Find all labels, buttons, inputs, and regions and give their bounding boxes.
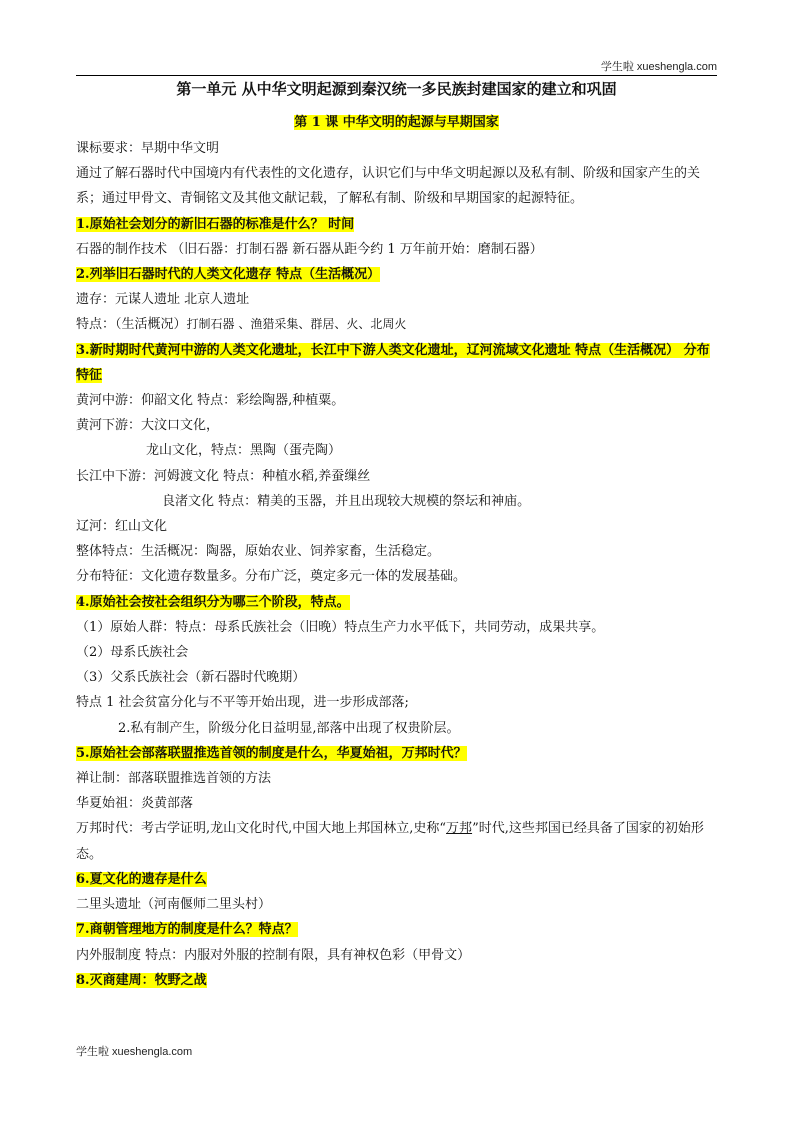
- answer-3-line: 辽河：红山文化: [76, 519, 168, 535]
- curriculum-requirement: 课标要求：早期中华文明: [76, 141, 220, 156]
- document-body: [76, 78, 717, 993]
- answer-5-text-c: ”时代,这些邦国已经具备了国家的初始形态。: [76, 821, 704, 862]
- answer-4-line: 2.私有制产生，阶级分化日益明显,部落中出现了权贵阶层。: [118, 720, 460, 736]
- answer-3-line: 龙山文化，特点：黑陶（蛋壳陶）: [146, 443, 342, 459]
- answer-2-features: [76, 312, 717, 337]
- answer-7: 内外服制度 特点：内服对外服的控制有限，具有神权色彩（甲骨文）: [76, 947, 471, 963]
- answer-2-remains: 遗存：元谋人遗址 北京人遗址: [76, 292, 250, 308]
- answer-2-features-label: 特点：（生活概况）: [76, 317, 187, 333]
- answer-1: 石器的制作技术 （旧石器：打制石器 新石器从距今约 1 万年前开始：磨制石器）: [76, 241, 543, 257]
- question-1-text: 1.原始社会划分的新旧石器的标准是什么？ 时间: [76, 216, 355, 232]
- answer-2-features-text: 打制石器 、渔猎采集、群居、火、北周火: [186, 317, 407, 332]
- answer-5-underlined-term: 万邦: [446, 821, 473, 837]
- question-3: [76, 338, 717, 388]
- answer-3-line: 黄河中游：仰韶文化 特点：彩绘陶器,种植粟。: [76, 393, 345, 409]
- answer-6: 二里头遗址（河南偃师二里头村）: [76, 897, 272, 913]
- answer-3-line: 分布特征：文化遗存数量多。分布广泛，奠定多元一体的发展基础。: [76, 569, 467, 585]
- intro-paragraph: 通过了解石器时代中国境内有代表性的文化遗存，认识它们与中华文明起源以及私有制、阶级和国家产生的关系；通过甲骨文、青铜铭文及其他文献记载，了解私有制、阶级和早期国家的起源特征。: [76, 166, 701, 207]
- page-footer-site: 学生啦 xueshengla.com: [76, 1046, 193, 1058]
- question-6: [76, 867, 717, 892]
- answer-4-line: （3）父系氏族社会（新石器时代晚期）: [76, 670, 306, 686]
- answer-3-line: 良渚文化 特点：精美的玉器，并且出现较大规模的祭坛和神庙。: [162, 493, 531, 509]
- header-rule: [76, 75, 717, 76]
- answer-5-line: [76, 816, 717, 866]
- question-8: [76, 968, 717, 993]
- answer-3-line: 整体特点：生活概况：陶器，原始农业、饲养家畜，生活稳定。: [76, 544, 441, 560]
- answer-4-line: （2）母系氏族社会: [76, 645, 189, 661]
- unit-title: 第一单元 从中华文明起源到秦汉统一多民族封建国家的建立和巩固: [176, 80, 617, 98]
- answer-3-line: 黄河下游：大汶口文化，: [76, 418, 220, 434]
- answer-5-line: 禅让制：部落联盟推选首领的方法: [76, 771, 272, 787]
- question-2-text: 2.列举旧石器时代的人类文化遗存 特点（生活概况）: [76, 267, 381, 283]
- question-4: [76, 590, 717, 615]
- lesson-title: [76, 110, 717, 136]
- lesson-title-text: 第 1 课 中华文明的起源与早期国家: [294, 115, 499, 130]
- question-8-text: 8.灭商建周：牧野之战: [76, 972, 207, 988]
- answer-5-text-a: 万邦时代：考古学证明,龙山文化时代,中国大地上邦国林立,史称“: [76, 821, 447, 837]
- answer-5-line: 华夏始祖：炎黄部落: [76, 796, 194, 812]
- question-3-text: 3.新时期时代黄河中游的人类文化遗址，长江中下游人类文化遗址，辽河流域文化遗址 特点（生活概况） 分布特征: [76, 342, 710, 383]
- answer-4-line: 特点 1 社会贫富分化与不平等开始出现，进一步形成部落;: [76, 695, 409, 711]
- question-7: [76, 917, 717, 942]
- question-6-text: 6.夏文化的遗存是什么: [76, 871, 207, 887]
- answer-4-line: （1）原始人群：特点：母系氏族社会（旧晚）特点生产力水平低下，共同劳动，成果共享。: [76, 619, 605, 635]
- page-header-site: 学生啦 xueshengla.com: [600, 61, 717, 73]
- question-5: [76, 741, 717, 766]
- question-1: [76, 212, 717, 237]
- question-4-text: 4.原始社会按社会组织分为哪三个阶段，特点。: [76, 594, 350, 610]
- answer-3-line: 长江中下游：河姆渡文化 特点：种植水稻,养蚕缫丝: [76, 468, 371, 484]
- question-2: [76, 262, 717, 287]
- question-5-text: 5.原始社会部落联盟推选首领的制度是什么，华夏始祖，万邦时代？: [76, 745, 467, 761]
- question-7-text: 7.商朝管理地方的制度是什么？特点？: [76, 922, 298, 938]
